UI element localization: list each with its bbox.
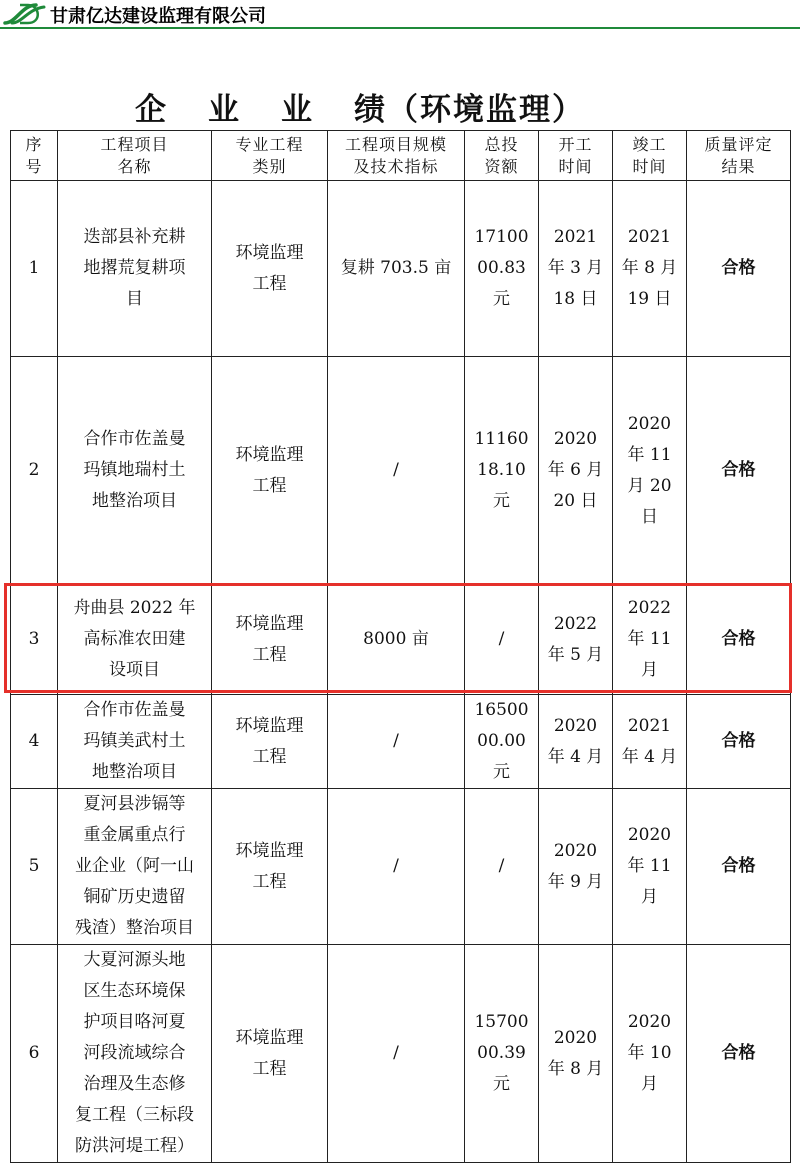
cell-project-name (58, 695, 212, 789)
cell-text (548, 711, 604, 773)
cell-end-date (613, 585, 687, 695)
cell-line: 序 (25, 134, 43, 154)
cell-line: 月 (640, 887, 658, 907)
header-project-name (58, 131, 212, 181)
cell-text (548, 609, 604, 671)
cell-line: 工程 (252, 1058, 287, 1079)
cell-result-text: 合格 (721, 460, 756, 480)
cell-category (212, 695, 328, 789)
cell-text (558, 134, 592, 178)
title-word: 业 (281, 92, 314, 128)
cell-line: 年 11 (627, 629, 672, 649)
cell-line: 元 (493, 1074, 510, 1094)
cell-line: 月 20 (627, 475, 672, 496)
cell-text (622, 222, 678, 315)
header-scale (328, 131, 465, 181)
cell-line: 工程 (252, 746, 287, 767)
cell-line: 护项目咯河夏 (83, 1012, 186, 1032)
cell-line: 年 11 (627, 856, 672, 876)
cell-investment (465, 585, 539, 695)
cell-line: 合作市佐盖曼 (83, 700, 186, 720)
header-result (687, 131, 791, 181)
cell-result (687, 357, 791, 585)
cell-line: 资额 (484, 156, 519, 176)
cell-line: 月 (640, 1074, 658, 1094)
cell-text (474, 222, 528, 315)
cell-line: 河段流域综合 (83, 1043, 186, 1063)
cell-scale (328, 945, 465, 1163)
cell-category (212, 789, 328, 945)
cell-category (212, 945, 328, 1163)
cell-line: 环境监理 (235, 840, 304, 861)
cell-start-date (539, 585, 613, 695)
cell-line: 设项目 (108, 660, 160, 680)
cell-text (341, 253, 451, 284)
cell-result (687, 585, 791, 695)
cell-line: 8000 亩 (363, 629, 429, 649)
cell-line: 2022 (627, 598, 672, 618)
performance-table (10, 130, 791, 1163)
cell-line: 2021 (627, 715, 672, 736)
cell-line: 环境监理 (235, 444, 304, 465)
cell-line: 年 5 月 (547, 644, 604, 665)
cell-line: 2020 (553, 1027, 598, 1048)
cell-start-date (539, 695, 613, 789)
cell-line: 工程项目规模 (344, 134, 447, 154)
cell-line: 结果 (721, 156, 756, 176)
cell-line: / (393, 731, 399, 751)
cell-text (363, 624, 429, 655)
cell-no (11, 181, 58, 357)
cell-text (236, 1023, 304, 1085)
cell-line: 年 10 (627, 1043, 672, 1063)
table-row (11, 181, 791, 357)
header-investment (465, 131, 539, 181)
cell-result-text: 合格 (721, 731, 756, 751)
cell-line: 18.10 (477, 460, 526, 480)
cell-line: 号 (25, 156, 43, 176)
header-divider (0, 27, 800, 29)
cell-category (212, 357, 328, 585)
cell-text (345, 134, 447, 178)
cell-text (627, 593, 671, 686)
cell-line: 年 11 (627, 444, 672, 465)
cell-line: 2020 (627, 1012, 672, 1032)
table-row (11, 357, 791, 585)
cell-text (236, 711, 304, 773)
cell-result-text: 合格 (721, 856, 756, 876)
cell-line: 防洪河堤工程） (75, 1136, 194, 1156)
cell-text (484, 134, 518, 178)
cell-no (11, 585, 58, 695)
cell-investment (465, 789, 539, 945)
cell-line: 竣工 (632, 134, 667, 154)
cell-scale (328, 181, 465, 357)
table-header-row (11, 131, 791, 181)
cell-line: 重金属重点行 (83, 825, 186, 845)
cell-category (212, 181, 328, 357)
cell-line: / (393, 1043, 399, 1063)
cell-category (212, 585, 328, 695)
cell-line: 00.00 (477, 731, 526, 751)
cell-line: 月 (640, 660, 658, 680)
cell-project-name (58, 789, 212, 945)
cell-text (393, 455, 399, 486)
cell-text (84, 222, 186, 315)
cell-line: / (393, 460, 399, 480)
cell-result (687, 695, 791, 789)
cell-line: 环境监理 (235, 242, 304, 263)
cell-no-text: 4 (28, 731, 40, 751)
cell-line: / (393, 856, 399, 876)
cell-text (73, 593, 195, 686)
cell-line: 时间 (632, 156, 667, 176)
cell-text (75, 945, 194, 1162)
cell-result-text: 合格 (721, 258, 756, 278)
table-row (11, 789, 791, 945)
cell-line: 工程 (252, 871, 287, 892)
cell-text (548, 836, 604, 898)
cell-end-date (613, 789, 687, 945)
cell-line: 玛镇地瑞村土 (83, 460, 186, 480)
title-word: 绩（环境监理） (354, 92, 585, 128)
cell-text (393, 851, 399, 882)
cell-line: 地撂荒复耕项 (83, 258, 186, 278)
cell-line: / (498, 629, 505, 649)
cell-text (627, 1007, 671, 1100)
cell-text (499, 624, 505, 655)
cell-line: 2020 (627, 825, 672, 845)
cell-text (474, 695, 528, 788)
cell-line: 专业工程 (235, 134, 304, 154)
cell-line: 玛镇美武村土 (83, 731, 186, 751)
cell-text (548, 424, 604, 517)
cell-text (235, 134, 303, 178)
cell-line: 夏河县涉镉等 (83, 794, 186, 814)
cell-text (393, 726, 399, 757)
cell-line: 15700 (474, 1012, 529, 1032)
cell-text (622, 711, 678, 773)
cell-line: 总投 (484, 134, 519, 154)
cell-text (236, 609, 304, 671)
table-row (11, 945, 791, 1163)
cell-line: 复耕 703.5 亩 (340, 258, 452, 278)
cell-line: 2022 (553, 613, 598, 634)
company-logo-icon (2, 1, 48, 27)
cell-line: 类别 (252, 156, 287, 176)
cell-line: 年 9 月 (547, 871, 604, 892)
cell-no-text: 6 (28, 1043, 40, 1063)
company-name: 甘肃亿达建设监理有限公司 (50, 6, 266, 27)
cell-start-date (539, 357, 613, 585)
page-header (0, 0, 800, 30)
cell-line: 2021 (627, 227, 672, 247)
cell-text (25, 134, 42, 178)
cell-no (11, 357, 58, 585)
cell-text (236, 836, 304, 898)
cell-line: 00.39 (477, 1043, 526, 1063)
cell-line: 日 (640, 506, 658, 527)
cell-investment (465, 695, 539, 789)
cell-line: 名称 (117, 156, 152, 176)
cell-line: 年 8 月 (621, 258, 678, 278)
cell-line: 业企业（阿一山 (75, 856, 194, 876)
cell-text (548, 222, 604, 315)
cell-project-name (58, 585, 212, 695)
cell-scale (328, 585, 465, 695)
cell-line: 元 (493, 289, 510, 309)
cell-line: 复工程（三标段 (75, 1105, 194, 1125)
cell-line: 工程 (252, 475, 287, 496)
cell-line: 舟曲县 2022 年 (73, 598, 196, 618)
cell-line: 环境监理 (235, 1027, 304, 1048)
cell-text (236, 440, 304, 502)
cell-line: 20 日 (553, 491, 598, 511)
cell-text (548, 1023, 604, 1085)
cell-project-name (58, 357, 212, 585)
cell-end-date (613, 357, 687, 585)
cell-result (687, 945, 791, 1163)
cell-start-date (539, 789, 613, 945)
cell-result-text: 合格 (721, 1043, 756, 1063)
cell-line: 质量评定 (704, 134, 773, 154)
cell-project-name (58, 945, 212, 1163)
cell-line: 迭部县补充耕 (83, 227, 186, 247)
cell-scale (328, 357, 465, 585)
cell-no (11, 695, 58, 789)
cell-line: 时间 (558, 156, 593, 176)
cell-line: 16500 (474, 700, 529, 720)
cell-line: / (498, 856, 505, 876)
title-word: 业 (208, 92, 241, 128)
cell-line: 年 3 月 (547, 258, 604, 278)
table-row (11, 585, 791, 695)
cell-text (84, 424, 186, 517)
header-no (11, 131, 58, 181)
cell-no (11, 789, 58, 945)
cell-line: 年 4 月 (621, 746, 678, 767)
cell-line: 高标准农田建 (83, 629, 186, 649)
cell-scale (328, 789, 465, 945)
cell-line: 目 (126, 289, 143, 309)
cell-line: 环境监理 (235, 715, 304, 736)
cell-end-date (613, 181, 687, 357)
header-end-date (613, 131, 687, 181)
cell-result (687, 789, 791, 945)
cell-no-text: 2 (28, 460, 40, 480)
table-row (11, 695, 791, 789)
cell-no-text: 3 (28, 629, 40, 649)
cell-line: 年 4 月 (547, 746, 604, 767)
cell-investment (465, 945, 539, 1163)
cell-line: 元 (493, 762, 510, 782)
document-title (0, 84, 720, 129)
cell-line: 11160 (474, 429, 529, 449)
cell-text (474, 424, 528, 517)
cell-result (687, 181, 791, 357)
cell-line: 治理及生态修 (83, 1074, 186, 1094)
cell-investment (465, 181, 539, 357)
cell-no (11, 945, 58, 1163)
cell-line: 地整治项目 (92, 491, 177, 511)
cell-line: 开工 (558, 134, 593, 154)
cell-start-date (539, 181, 613, 357)
cell-text (704, 134, 772, 178)
cell-line: 00.83 (477, 258, 526, 278)
cell-line: 年 8 月 (547, 1058, 604, 1079)
cell-text (632, 134, 666, 178)
cell-project-name (58, 181, 212, 357)
cell-line: 工程项目 (100, 134, 169, 154)
cell-line: 地整治项目 (92, 762, 177, 782)
cell-line: 大夏河源头地 (83, 950, 186, 970)
cell-text (84, 695, 186, 788)
cell-line: 2020 (553, 840, 598, 861)
cell-line: 残渣）整治项目 (75, 918, 194, 938)
cell-line: 2020 (553, 715, 598, 736)
cell-line: 工程 (252, 644, 287, 665)
cell-no-text: 1 (28, 258, 40, 278)
cell-scale (328, 695, 465, 789)
cell-start-date (539, 945, 613, 1163)
cell-line: 铜矿历史遗留 (83, 887, 186, 907)
cell-line: 17100 (474, 227, 529, 247)
cell-line: 区生态环境保 (83, 981, 186, 1001)
cell-text (499, 851, 505, 882)
cell-text (100, 134, 168, 178)
cell-no-text: 5 (28, 856, 40, 876)
cell-line: 工程 (252, 273, 287, 294)
cell-line: 2020 (553, 429, 598, 449)
cell-line: 合作市佐盖曼 (83, 429, 186, 449)
cell-text (393, 1038, 399, 1069)
cell-text (236, 238, 304, 300)
cell-line: 及技术指标 (353, 156, 439, 176)
cell-text (75, 789, 194, 944)
title-word: 企 (135, 92, 168, 128)
cell-line: 环境监理 (235, 613, 304, 634)
cell-line: 19 日 (627, 289, 672, 309)
header-start-date (539, 131, 613, 181)
cell-text (627, 409, 671, 533)
cell-line: 2020 (627, 413, 672, 434)
cell-text (474, 1007, 528, 1100)
cell-line: 18 日 (553, 289, 598, 309)
cell-investment (465, 357, 539, 585)
cell-line: 元 (493, 491, 510, 511)
cell-line: 年 6 月 (547, 460, 604, 480)
header-category (212, 131, 328, 181)
cell-line: 2021 (553, 227, 598, 247)
cell-text (627, 820, 671, 913)
cell-result-text: 合格 (721, 629, 756, 649)
cell-end-date (613, 695, 687, 789)
cell-end-date (613, 945, 687, 1163)
